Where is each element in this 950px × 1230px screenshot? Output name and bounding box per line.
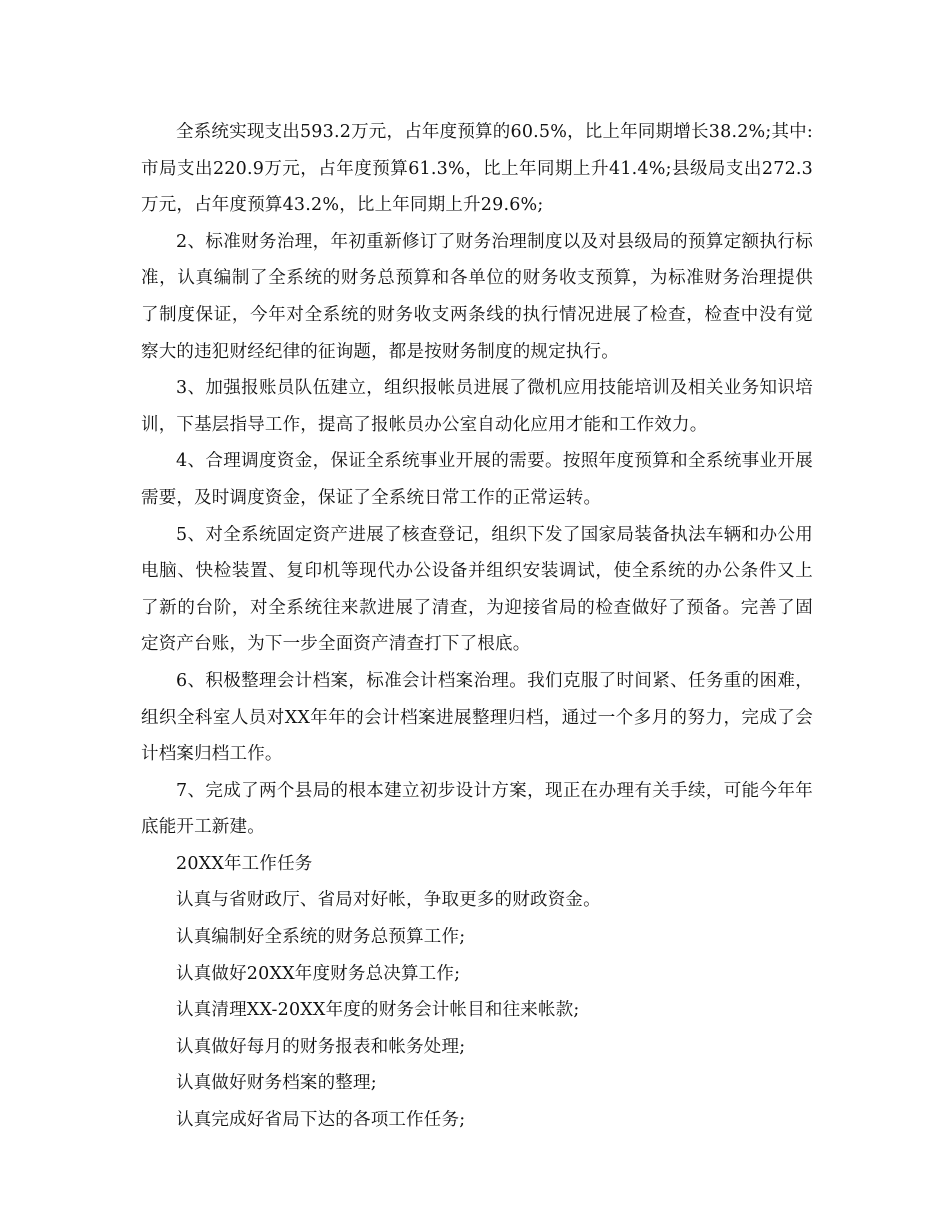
task-item: 认真清理XX-20XX年度的财务会计帐目和往来帐款; (176, 1000, 580, 1021)
task-item: 认真做好财务档案的整理; (176, 1073, 377, 1094)
paragraph-item-4: 4、合理调度资金，保证全系统事业开展的需要。按照年度预算和全系统事业开展需要，及时调度资金，保证了全系统日常工作的正常运转。 (141, 451, 813, 508)
task-item: 认真与省财政厅、省局对好帐，争取更多的财政资金。 (176, 890, 601, 911)
document-body (141, 114, 813, 1139)
paragraph-item-7: 7、完成了两个县局的根本建立初步设计方案，现正在办理有关手续，可能今年年底能开工新建。 (141, 780, 813, 838)
task-item: 认真做好20XX年度财务总决算工作; (176, 963, 461, 984)
paragraph-item-3: 3、加强报账员队伍建立，组织报帐员进展了微机应用技能培训及相关业务知识培训，下基层指导工作，提高了报帐员办公室自动化应用才能和工作效力。 (141, 378, 813, 435)
task-item: 认真完成好省局下达的各项工作任务; (176, 1110, 466, 1131)
paragraph-item-2: 2、标准财务治理，年初重新修订了财务治理制度以及对县级局的预算定额执行标准，认真编制了全系统的财务总预算和各单位的财务收支预算，为标准财务治理提供了制度保证，今年对全系统的财务收支两条线的执行情况进展了检查，检查中没有觉察大的违犯财经纪律的征询题，都是按财务制度的规定执行。 (141, 231, 813, 362)
tasks-heading: 20XX年工作任务 (176, 853, 313, 874)
task-item: 认真编制好全系统的财务总预算工作; (176, 927, 466, 948)
paragraph-item-5: 5、对全系统固定资产进展了核查登记，组织下发了国家局装备执法车辆和办公用电脑、快检装置、复印机等现代办公设备并组织安装调试，使全系统的办公条件又上了新的台阶，对全系统往来款进展了清查，为迎接省局的检查做好了预备。完善了固定资产台账，为下一步全面资产清查打下了根底。 (141, 524, 813, 655)
paragraph-expenditure-summary: 全系统实现支出593.2万元，占年度预算的60.5%，比上年同期增长38.2%;其中:市局支出220.9万元，占年度预算61.3%，比上年同期上升41.4%;县级局支出272.3万元，占年度预算43.2%，比上年同期上升29.6%; (141, 122, 813, 216)
task-item: 认真做好每月的财务报表和帐务处理; (176, 1036, 466, 1057)
paragraph-item-6: 6、积极整理会计档案，标准会计档案治理。我们克服了时间紧、任务重的困难，组织全科室人员对XX年年的会计档案进展整理归档，通过一个多月的努力，完成了会计档案归档工作。 (141, 670, 813, 765)
